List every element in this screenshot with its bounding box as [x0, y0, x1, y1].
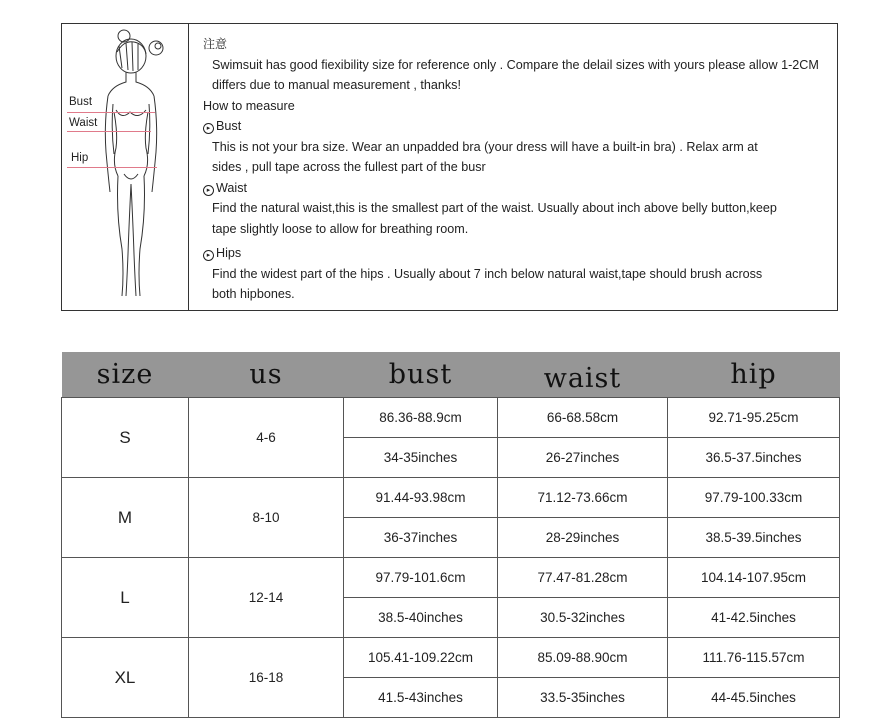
header-bust: bust [344, 352, 498, 398]
waist-heading [203, 178, 843, 199]
hips-heading-text: Hips [216, 246, 242, 260]
bust-line-1: This is not your bra size. Wear an unpadded bra (your dress will have a built-in bra) . Relax arm at [212, 139, 758, 154]
bust-in-cell: 34-35inches [344, 438, 498, 478]
us-cell: 16-18 [189, 638, 344, 718]
hip-line [67, 167, 157, 168]
waist-figure-label: Waist [69, 117, 98, 129]
hip-cm-cell: 92.71-95.25cm [668, 398, 840, 438]
waist-in-cell: 30.5-32inches [498, 598, 668, 638]
how-to-measure: How to measure [203, 98, 295, 113]
waist-cm-cell: 77.47-81.28cm [498, 558, 668, 598]
us-cell: 4-6 [189, 398, 344, 478]
table-row [62, 558, 840, 598]
waist-cm-cell: 85.09-88.90cm [498, 638, 668, 678]
bust-line [67, 112, 155, 113]
measuring-guide [61, 23, 838, 311]
waist-in-cell: 33.5-35inches [498, 678, 668, 718]
size-cell: XL [62, 638, 189, 718]
bust-cm-cell: 91.44-93.98cm [344, 478, 498, 518]
hip-in-cell: 41-42.5inches [668, 598, 840, 638]
hip-in-cell: 44-45.5inches [668, 678, 840, 718]
guide-divider [188, 24, 189, 310]
hip-in-cell: 38.5-39.5inches [668, 518, 840, 558]
hip-in-cell: 36.5-37.5inches [668, 438, 840, 478]
header-waist: waist [498, 352, 668, 398]
size-cell: L [62, 558, 189, 638]
waist-line [67, 131, 151, 132]
note-line-1: Swimsuit has good fiexibility size for reference only . Compare the delail sizes with yours please allow 1-2CM [212, 57, 819, 72]
size-cell: S [62, 398, 189, 478]
bust-in-cell: 41.5-43inches [344, 678, 498, 718]
guide-title: 注意 [203, 37, 228, 51]
hip-cm-cell: 97.79-100.33cm [668, 478, 840, 518]
bust-cm-cell: 97.79-101.6cm [344, 558, 498, 598]
hips-line-2: both hipbones. [212, 287, 295, 301]
bust-figure-label: Bust [69, 96, 93, 108]
body-figure [62, 24, 188, 310]
waist-cm-cell: 66-68.58cm [498, 398, 668, 438]
hips-heading [203, 243, 843, 264]
bullet-arrow-icon: ▸ [203, 123, 214, 134]
guide-text [203, 34, 843, 305]
hip-cm-cell: 104.14-107.95cm [668, 558, 840, 598]
waist-in-cell: 28-29inches [498, 518, 668, 558]
table-row [62, 398, 840, 438]
waist-heading-text: Waist [216, 180, 248, 195]
waist-cm-cell: 71.12-73.66cm [498, 478, 668, 518]
bust-heading [203, 116, 843, 137]
header-hip: hip [668, 352, 840, 398]
hips-line-1: Find the widest part of the hips . Usually about 7 inch below natural waist,tape should brush across [212, 266, 763, 281]
bust-heading-text: Bust [216, 119, 242, 133]
hip-cm-cell: 111.76-115.57cm [668, 638, 840, 678]
bust-cm-cell: 86.36-88.9cm [344, 398, 498, 438]
table-header-row [62, 352, 840, 398]
header-size: size [62, 352, 189, 398]
note-line-2: differs due to manual measurement , thanks! [212, 78, 461, 92]
header-us: us [189, 352, 344, 398]
size-cell: M [62, 478, 189, 558]
bust-in-cell: 38.5-40inches [344, 598, 498, 638]
waist-line-2: tape slightly loose to allow for breathing room. [212, 221, 469, 236]
waist-in-cell: 26-27inches [498, 438, 668, 478]
us-cell: 8-10 [189, 478, 344, 558]
us-cell: 12-14 [189, 558, 344, 638]
waist-line-1: Find the natural waist,this is the smallest part of the waist. Usually about inch above belly button,keep [212, 201, 777, 215]
table-row [62, 478, 840, 518]
hip-figure-label: Hip [71, 152, 89, 164]
size-chart-table [61, 352, 840, 718]
table-row [62, 638, 840, 678]
bullet-arrow-icon: ▸ [203, 250, 214, 261]
bust-cm-cell: 105.41-109.22cm [344, 638, 498, 678]
bullet-arrow-icon: ▸ [203, 185, 214, 196]
bust-in-cell: 36-37inches [344, 518, 498, 558]
bust-line-2: sides , pull tape across the fullest part of the busr [212, 160, 486, 174]
